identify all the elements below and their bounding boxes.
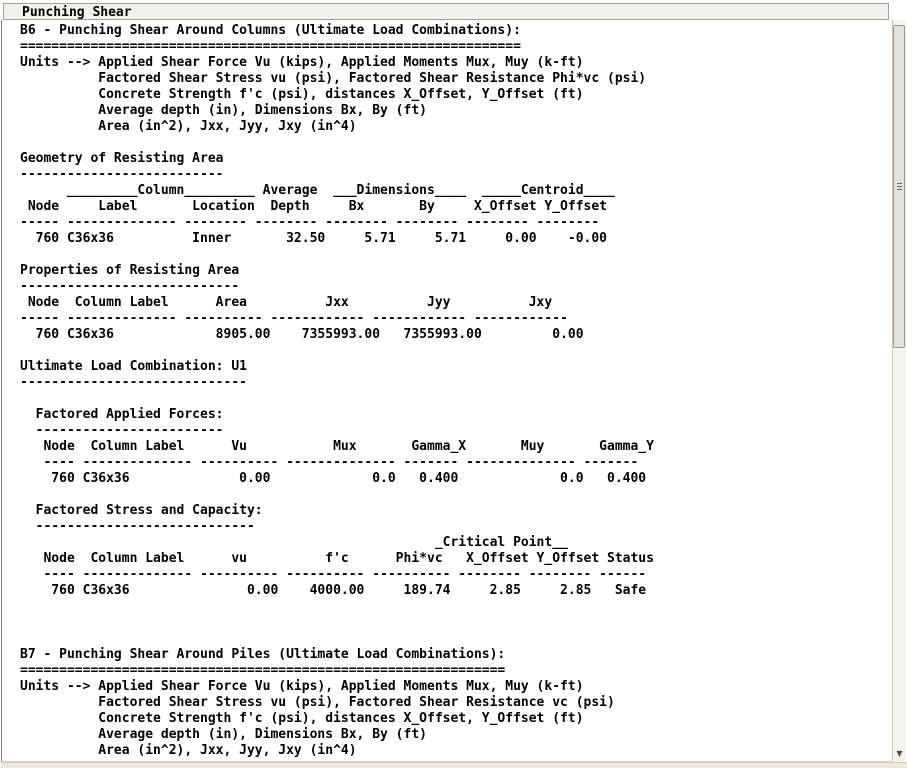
report-line: [20, 487, 654, 503]
report-line: ==============================================================: [20, 663, 506, 678]
report-line: ================================================================: [20, 39, 521, 54]
report-line: Units --> Applied Shear Force Vu (kips), Applied Moments Mux, Muy (k-ft): [20, 55, 584, 70]
report-line: ----- -------------- ---------- ------------ ------------ ------------: [20, 311, 568, 326]
report-text-area[interactable]: [1, 20, 892, 762]
report-line: B7 - Punching Shear Around Piles (Ultimate Load Combinations):: [20, 647, 506, 662]
report-line: Average depth (in), Dimensions Bx, By (ft): [20, 727, 427, 742]
scroll-down-arrow-icon[interactable]: ▼: [896, 749, 903, 758]
report-line: ----------------------------: [20, 519, 255, 534]
report-line: [20, 343, 654, 359]
report-line: [20, 599, 654, 615]
report-line: Node Column Label Area Jxx Jyy Jxy: [20, 295, 553, 310]
report-line: -----------------------------: [20, 375, 247, 390]
report-line: Factored Applied Forces:: [20, 407, 224, 422]
report-line: 760 C36x36 0.00 4000.00 189.74 2.85 2.85 Safe: [20, 583, 647, 598]
report-line: ----------------------------: [20, 279, 240, 294]
report-line: 760 C36x36 Inner 32.50 5.71 5.71 0.00 -0.00: [20, 231, 607, 246]
report-line: ------------------------: [20, 423, 224, 438]
report-line: [20, 631, 654, 647]
report-line: [20, 247, 654, 263]
vertical-scrollbar[interactable]: [892, 20, 906, 762]
report-line: [20, 391, 654, 407]
report-line: Factored Shear Stress vu (psi), Factored Shear Resistance vc (psi): [20, 695, 615, 710]
report-text: [20, 23, 654, 759]
report-line: B6 - Punching Shear Around Columns (Ultimate Load Combinations):: [20, 23, 521, 38]
report-line: Average depth (in), Dimensions Bx, By (ft): [20, 103, 427, 118]
report-line: Node Label Location Depth Bx By X_Offset Y_Offset: [20, 199, 607, 214]
scrollbar-thumb[interactable]: [893, 25, 905, 348]
report-line: 760 C36x36 0.00 0.0 0.400 0.0 0.400: [20, 471, 647, 486]
report-line: ---- -------------- ---------- ---------- ---------- -------- -------- ------: [20, 567, 647, 582]
grip-icon: [897, 183, 902, 192]
window-bottom-border: [1, 762, 907, 768]
report-line: Factored Stress and Capacity:: [20, 503, 263, 518]
report-line: Area (in^2), Jxx, Jyy, Jxy (in^4): [20, 119, 357, 134]
report-line: --------------------------: [20, 167, 224, 182]
report-line: ---- -------------- ---------- -------------- ------- -------------- -------: [20, 455, 639, 470]
report-line: [20, 615, 654, 631]
report-line: Area (in^2), Jxx, Jyy, Jxy (in^4): [20, 743, 357, 758]
report-line: _Critical Point__: [20, 535, 568, 550]
report-line: Units --> Applied Shear Force Vu (kips), Applied Moments Mux, Muy (k-ft): [20, 679, 584, 694]
report-line: ----- -------------- -------- -------- -------- -------- -------- --------: [20, 215, 600, 230]
report-line: [20, 135, 654, 151]
panel-title: Punching Shear: [22, 5, 132, 20]
report-line: _________Column_________ Average ___Dimensions____ _____Centroid____: [20, 183, 615, 198]
report-line: Node Column Label Vu Mux Gamma_X Muy Gamma_Y: [20, 439, 654, 454]
report-line: Geometry of Resisting Area: [20, 151, 224, 166]
report-line: 760 C36x36 8905.00 7355993.00 7355993.00 0.00: [20, 327, 584, 342]
report-line: Properties of Resisting Area: [20, 263, 240, 278]
report-line: Ultimate Load Combination: U1: [20, 359, 247, 374]
report-line: Factored Shear Stress vu (psi), Factored Shear Resistance Phi*vc (psi): [20, 71, 647, 86]
panel-header: [3, 3, 889, 20]
report-line: Concrete Strength f'c (psi), distances X_Offset, Y_Offset (ft): [20, 711, 584, 726]
report-line: Node Column Label vu f'c Phi*vc X_Offset Y_Offset Status: [20, 551, 654, 566]
report-line: Concrete Strength f'c (psi), distances X_Offset, Y_Offset (ft): [20, 87, 584, 102]
